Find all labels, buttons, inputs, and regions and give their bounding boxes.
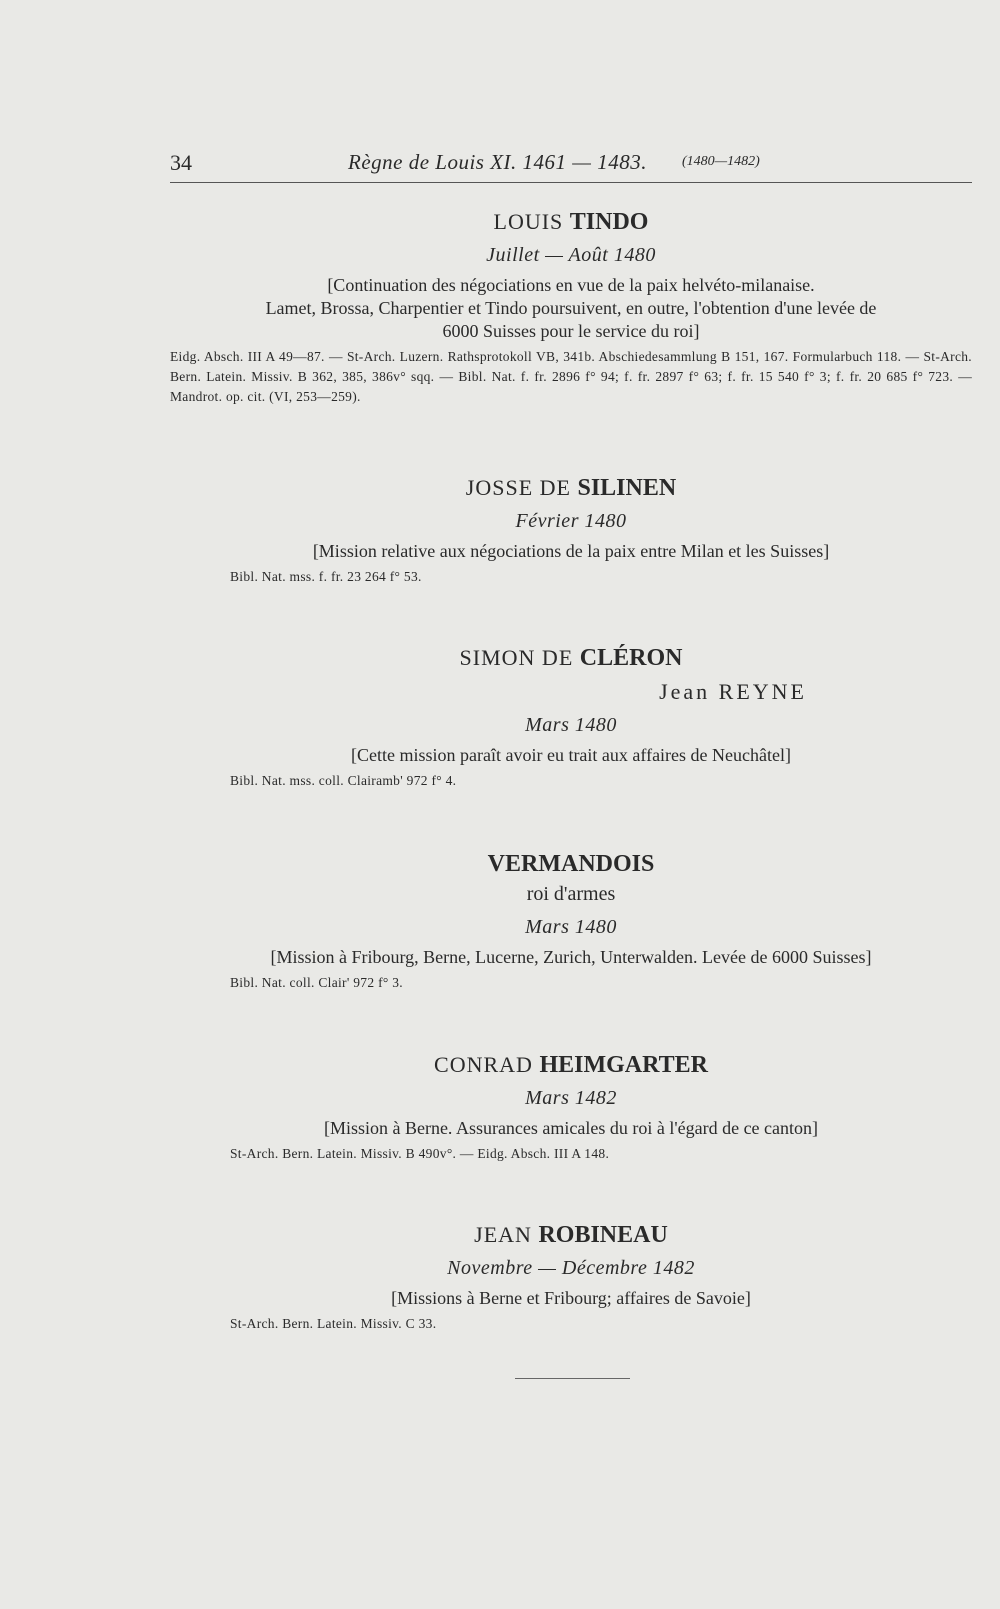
entry-references: Eidg. Absch. III A 49—87. — St-Arch. Luzern. Rathsprotokoll VB, 341b. Abschiedesammlung B 151, 167. Formularbuch 118. — St-Arch. Bern. Latein. Missiv. B 362, 385, 386v° sqq. — Bibl. Nat. f. fr. 2896 f° 94; f. fr. 2897 f° 63; f. fr. 15 540 f° 3; f. fr. 20 685 f° 723. — Mandrot. op. cit. (VI, 253—259).: [170, 349, 972, 404]
end-rule: [515, 1378, 630, 1379]
name-main: TINDO: [569, 209, 649, 235]
entry-tindo: [170, 208, 972, 407]
entry-heimgarter: [170, 1051, 972, 1164]
running-dates: (1480—1482): [682, 154, 760, 169]
entry-name: [170, 850, 972, 878]
description-line: Lamet, Brossa, Charpentier et Tindo poursuivent, en outre, l'obtention d'une levée de: [265, 298, 877, 318]
entry-name: [170, 1051, 972, 1079]
entry-date: Mars 1480: [525, 714, 617, 736]
entry-date: Mars 1482: [525, 1087, 617, 1109]
entry-description: [170, 274, 972, 343]
description-line: [Mission à Berne. Assurances amicales du roi à l'égard de ce canton]: [323, 1118, 819, 1138]
entry-description: [170, 1117, 972, 1140]
header-rule: [170, 182, 972, 183]
entry-date: Juillet — Août 1480: [486, 244, 656, 266]
entry-references: St-Arch. Bern. Latein. Missiv. B 490v°. — Eidg. Absch. III A 148.: [230, 1146, 610, 1161]
entry-date: Mars 1480: [525, 916, 617, 938]
page-header: [170, 148, 972, 184]
entry-description: [170, 744, 972, 767]
entry-references: Bibl. Nat. coll. Clair' 972 f° 3.: [230, 975, 403, 990]
page-number: 34: [170, 150, 192, 175]
name-prefix: CONRAD: [434, 1052, 533, 1077]
description-line: [Cette mission paraît avoir eu trait aux affaires de Neuchâtel]: [351, 745, 791, 765]
entry-name: [170, 474, 972, 502]
name-main: HEIMGARTER: [539, 1052, 708, 1078]
entry-description: [170, 540, 972, 563]
description-line: [Mission relative aux négociations de la paix entre Milan et les Suisses]: [312, 541, 830, 561]
entry-cleron: [170, 644, 972, 791]
name-main: ROBINEAU: [538, 1222, 668, 1248]
entry-description: [170, 1287, 972, 1310]
entry-silinen: [170, 474, 972, 587]
entry-vermandois: [170, 850, 972, 993]
name-prefix: SIMON DE: [459, 645, 574, 670]
running-title: Règne de Louis XI. 1461 — 1483.: [348, 150, 647, 174]
entry-companion: Jean REYNE: [659, 679, 807, 704]
entry-description: [170, 946, 972, 969]
entry-title: roi d'armes: [526, 883, 616, 905]
name-main: VERMANDOIS: [487, 851, 655, 877]
description-line: [Mission à Fribourg, Berne, Lucerne, Zurich, Unterwalden. Levée de 6000 Suisses]: [270, 947, 872, 967]
description-line: [Missions à Berne et Fribourg; affaires de Savoie]: [391, 1288, 751, 1308]
name-main: CLÉRON: [579, 645, 683, 671]
description-line: [Continuation des négociations en vue de la paix helvéto-milanaise.: [327, 275, 815, 295]
name-prefix: LOUIS: [493, 209, 564, 234]
name-prefix: JOSSE DE: [465, 475, 571, 500]
name-prefix: JEAN: [474, 1222, 532, 1247]
entry-name: [170, 1221, 972, 1249]
entry-references: Bibl. Nat. mss. coll. Clairamb' 972 f° 4.: [230, 773, 457, 788]
entry-name: [170, 208, 972, 236]
description-line: 6000 Suisses pour le service du roi]: [442, 321, 700, 341]
entry-name: [170, 644, 972, 672]
entry-robineau: [170, 1221, 972, 1334]
entry-date: Février 1480: [515, 510, 627, 532]
name-main: SILINEN: [577, 475, 677, 501]
entry-date: Novembre — Décembre 1482: [447, 1257, 695, 1279]
entry-references: Bibl. Nat. mss. f. fr. 23 264 f° 53.: [230, 569, 422, 584]
entry-references: St-Arch. Bern. Latein. Missiv. C 33.: [230, 1316, 437, 1331]
